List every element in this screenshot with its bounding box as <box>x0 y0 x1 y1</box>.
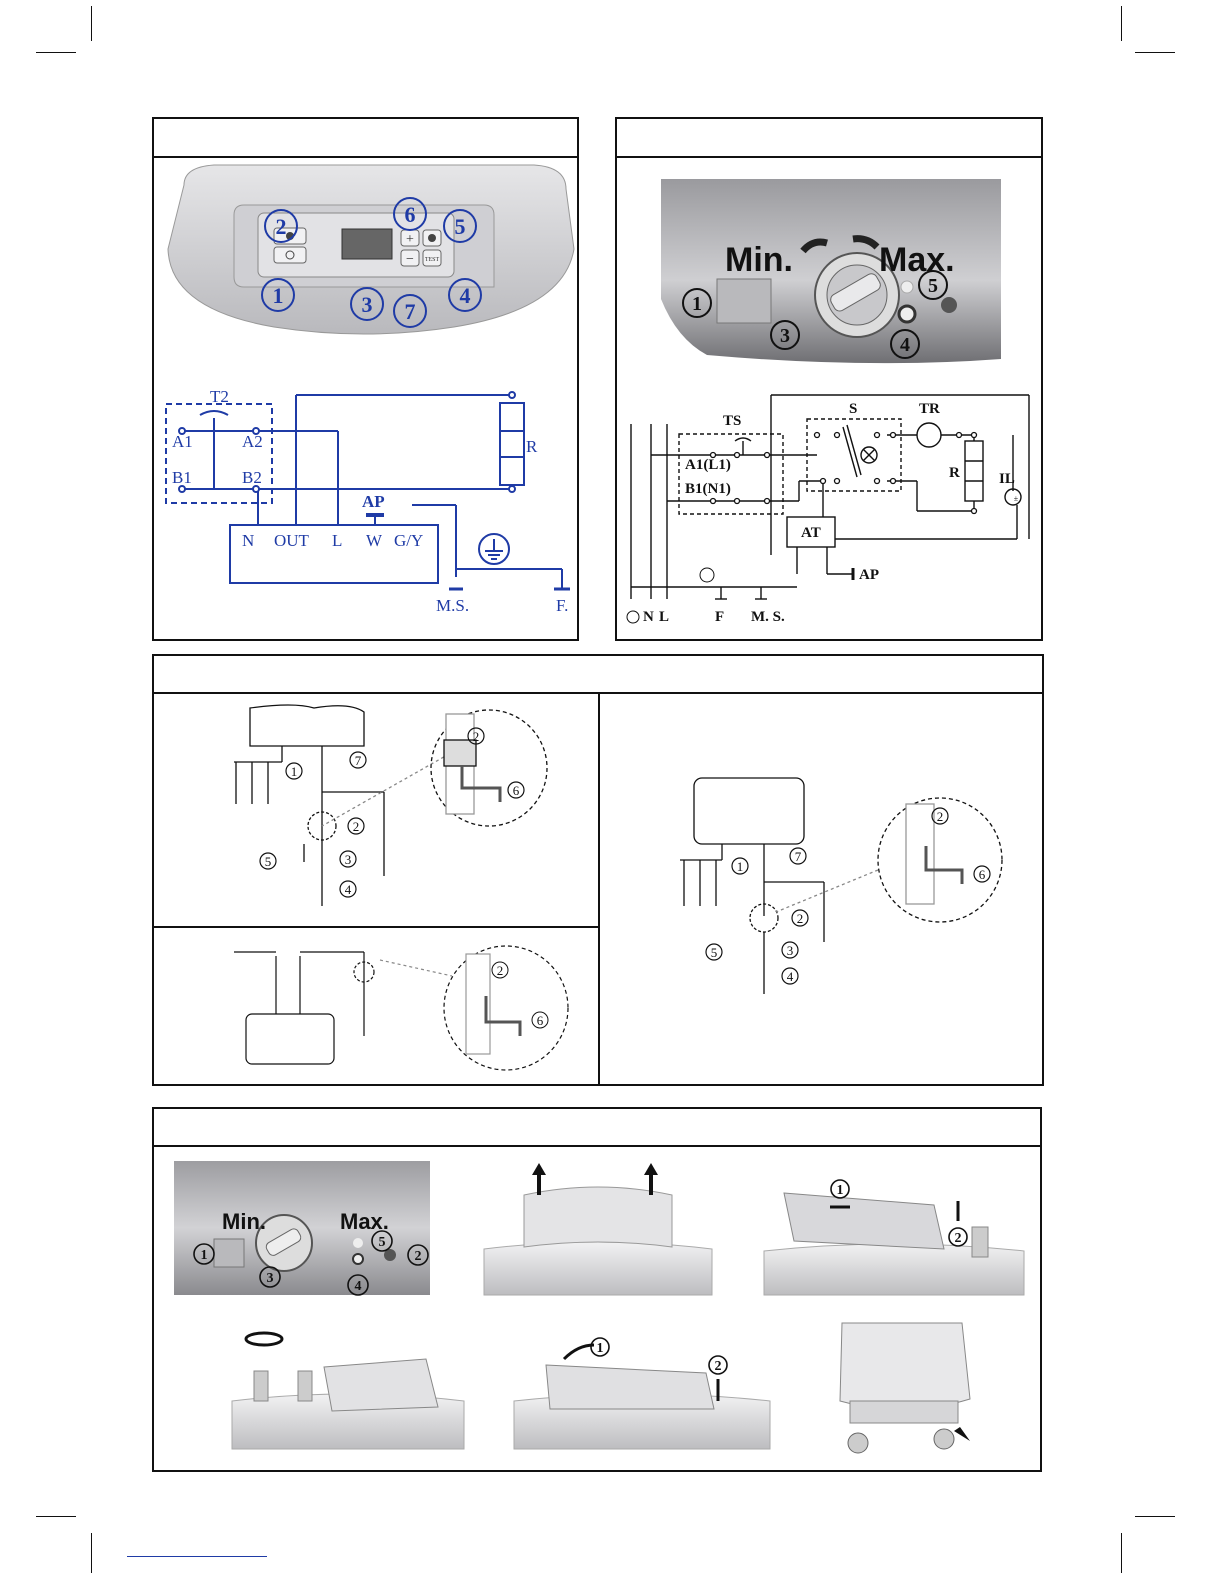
crop-mark <box>1135 1516 1175 1517</box>
svg-text:1: 1 <box>692 293 702 315</box>
button-left-bottom <box>274 247 306 263</box>
svg-text:2: 2 <box>936 809 944 824</box>
svg-text:TS: TS <box>723 413 742 429</box>
svg-text:2: 2 <box>275 214 287 239</box>
display <box>342 229 392 259</box>
svg-text:IL: IL <box>999 471 1015 487</box>
svg-text:Max.: Max. <box>879 241 955 279</box>
svg-text:B1: B1 <box>172 468 192 487</box>
svg-text:4: 4 <box>354 1279 362 1294</box>
svg-text:7: 7 <box>794 849 802 864</box>
svg-text:3: 3 <box>344 852 352 867</box>
crop-mark <box>1121 1533 1122 1573</box>
indicator-window <box>717 279 771 323</box>
svg-text:M.S.: M.S. <box>436 596 470 615</box>
svg-text:2: 2 <box>472 729 480 744</box>
svg-text:1: 1 <box>596 1341 604 1356</box>
svg-text:S: S <box>849 401 858 417</box>
svg-text:1: 1 <box>290 764 298 779</box>
svg-text:5: 5 <box>928 275 938 297</box>
svg-text:7: 7 <box>404 299 416 324</box>
install-vertical <box>234 705 547 906</box>
svg-text:±: ± <box>1013 494 1019 503</box>
svg-text:2: 2 <box>414 1249 422 1264</box>
svg-text:4: 4 <box>344 882 352 897</box>
mechanical-figure <box>617 119 1041 639</box>
svg-text:+: + <box>406 232 414 247</box>
svg-text:R: R <box>949 465 960 481</box>
svg-text:3: 3 <box>786 943 794 958</box>
panel-installation <box>152 654 1044 1086</box>
svg-text:Min.: Min. <box>725 241 793 279</box>
svg-text:4: 4 <box>786 969 794 984</box>
svg-text:OUT: OUT <box>274 531 309 550</box>
svg-text:5: 5 <box>264 854 272 869</box>
svg-text:A1(L1): A1(L1) <box>685 457 731 473</box>
svg-text:3: 3 <box>266 1271 274 1286</box>
svg-text:4: 4 <box>900 334 910 356</box>
svg-text:Max.: Max. <box>340 1209 389 1234</box>
svg-text:7: 7 <box>354 753 362 768</box>
svg-text:6: 6 <box>978 867 986 882</box>
svg-text:G/Y: G/Y <box>394 531 424 550</box>
svg-text:2: 2 <box>954 1231 962 1246</box>
svg-text:Min.: Min. <box>222 1209 266 1234</box>
crop-mark <box>36 1516 76 1517</box>
svg-text:2: 2 <box>714 1359 722 1374</box>
crop-mark <box>91 1533 92 1573</box>
crop-mark <box>1135 52 1175 53</box>
svg-text:6: 6 <box>512 783 520 798</box>
svg-text:L: L <box>659 609 670 625</box>
svg-text:R: R <box>526 437 538 456</box>
svg-text:F.: F. <box>556 596 569 615</box>
svg-text:TEST: TEST <box>424 257 440 263</box>
svg-text:3: 3 <box>361 292 373 317</box>
svg-text:1: 1 <box>200 1248 208 1263</box>
control-panel-figure <box>154 119 577 639</box>
svg-text:T2: T2 <box>210 387 229 406</box>
crop-mark <box>91 6 92 41</box>
svg-text:4: 4 <box>459 283 471 308</box>
svg-text:B2: B2 <box>242 468 262 487</box>
panel-mechanical-control <box>615 117 1043 641</box>
install-under-sink <box>234 946 568 1070</box>
svg-text:1: 1 <box>836 1183 844 1198</box>
svg-text:2: 2 <box>352 819 360 834</box>
svg-text:W: W <box>366 531 383 550</box>
svg-text:TR: TR <box>919 401 940 417</box>
svg-text:5: 5 <box>710 945 718 960</box>
svg-text:N: N <box>242 531 255 550</box>
svg-text:B1(N1): B1(N1) <box>685 481 731 497</box>
svg-text:5: 5 <box>378 1235 386 1250</box>
svg-text:1: 1 <box>736 859 744 874</box>
test-button-b <box>899 306 915 322</box>
svg-text:5: 5 <box>454 214 466 239</box>
svg-text:A2: A2 <box>242 432 263 451</box>
svg-text:F: F <box>715 609 725 625</box>
svg-text:3: 3 <box>780 325 790 347</box>
installation-diagrams <box>154 656 1042 1084</box>
footer-link-underline <box>127 1556 267 1557</box>
svg-text:2: 2 <box>796 911 804 926</box>
svg-text:L: L <box>332 531 343 550</box>
svg-text:AP: AP <box>362 492 385 511</box>
maintenance-photos <box>154 1109 1040 1470</box>
svg-text:1: 1 <box>272 283 284 308</box>
wiring-diagram-b <box>631 395 1029 599</box>
svg-text:A1: A1 <box>172 432 193 451</box>
svg-text:N: N <box>643 609 654 625</box>
svg-text:2: 2 <box>496 963 504 978</box>
svg-text:6: 6 <box>404 202 416 227</box>
panel-maintenance <box>152 1107 1042 1472</box>
install-horizontal <box>680 778 1002 994</box>
svg-text:AT: AT <box>801 525 821 541</box>
crop-mark <box>1121 6 1122 41</box>
svg-text:6: 6 <box>536 1013 544 1028</box>
svg-text:AP: AP <box>859 567 879 583</box>
svg-text:M. S.: M. S. <box>751 609 785 625</box>
panel-electronic-control <box>152 117 579 641</box>
svg-text:−: − <box>406 252 414 267</box>
crop-mark <box>36 52 76 53</box>
